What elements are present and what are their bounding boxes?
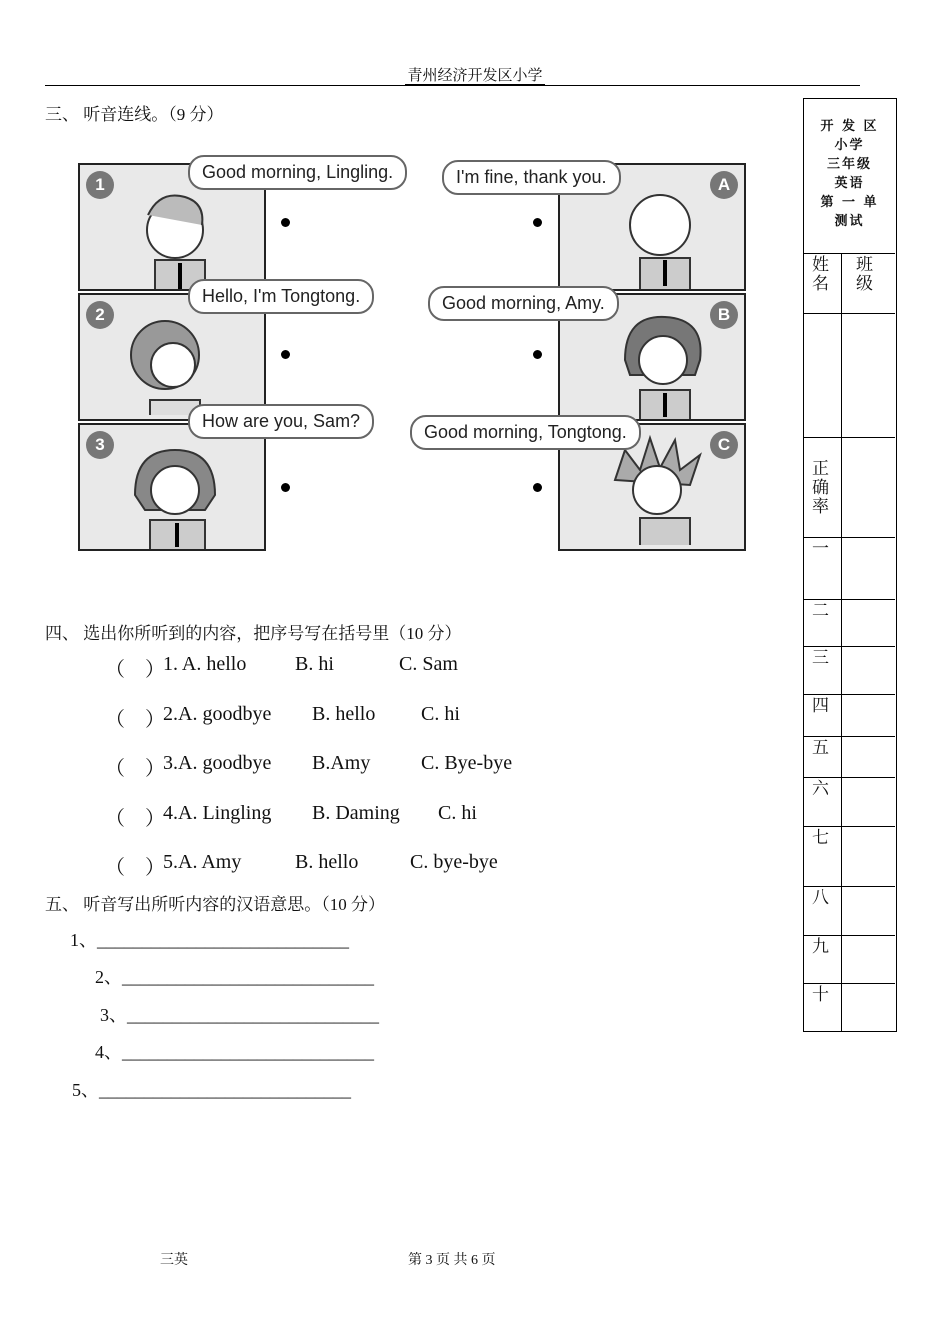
- option-a: 1. A. hello: [163, 653, 247, 675]
- side-title-line: 开 发 区: [820, 119, 879, 134]
- option-c: C. Sam: [399, 653, 458, 675]
- option-c: C. bye-bye: [410, 851, 498, 873]
- bald-boy-icon: [600, 180, 720, 290]
- row-label-4: 四: [812, 696, 829, 715]
- answer-line-2[interactable]: 2、____________________________: [95, 967, 374, 987]
- answer-paren[interactable]: （ ）: [105, 808, 165, 830]
- panel-letter: A: [710, 171, 738, 199]
- row-label-8: 八: [812, 888, 829, 907]
- speech-bubble-1: Good morning, Lingling.: [188, 155, 407, 190]
- table-rule: [804, 694, 895, 695]
- girl-icon: [130, 185, 250, 291]
- table-rule: [804, 983, 895, 984]
- table-rule: [804, 777, 895, 778]
- side-title-line: 第 一 单: [820, 195, 879, 210]
- answer-line-1[interactable]: 1、____________________________: [70, 930, 349, 950]
- table-rule: [804, 736, 895, 737]
- side-table-title: [804, 99, 895, 253]
- panel-letter: C: [710, 431, 738, 459]
- class-label: 班级: [856, 255, 873, 293]
- accuracy-label: 正确率: [812, 459, 829, 516]
- option-a: 3.A. goodbye: [163, 752, 272, 774]
- row-label-10: 十: [812, 985, 829, 1004]
- match-dot-left-2[interactable]: [281, 350, 290, 359]
- match-dot-right-c[interactable]: [533, 483, 542, 492]
- answer-paren[interactable]: （ ）: [105, 709, 165, 731]
- table-rule: [804, 253, 895, 254]
- panel-letter: B: [710, 301, 738, 329]
- option-row-5: [105, 851, 565, 877]
- header-rule: [45, 85, 860, 86]
- panel-number: 3: [86, 431, 114, 459]
- left-divider: [264, 163, 266, 551]
- table-rule: [804, 437, 895, 438]
- footer-subject: 三英: [160, 1253, 188, 1268]
- table-rule: [804, 599, 895, 600]
- curly-hair-girl-icon: [115, 305, 235, 415]
- option-b: B. hi: [295, 653, 334, 675]
- panel-number: 1: [86, 171, 114, 199]
- speech-bubble-3: How are you, Sam?: [188, 404, 374, 439]
- option-b: B. hello: [312, 703, 376, 725]
- side-title-line: 英语: [834, 176, 865, 191]
- option-b: B. Daming: [312, 802, 400, 824]
- answer-line-3[interactable]: 3、____________________________: [100, 1005, 379, 1025]
- option-row-1: [105, 653, 565, 679]
- side-title-line: 测试: [834, 214, 865, 229]
- option-row-4: [105, 802, 565, 828]
- option-c: C. hi: [438, 802, 477, 824]
- option-a: 4.A. Lingling: [163, 802, 272, 824]
- girl-bob-hair-icon: [120, 435, 240, 550]
- table-rule: [804, 886, 895, 887]
- table-rule: [804, 537, 895, 538]
- right-divider: [558, 163, 560, 551]
- table-rule: [804, 935, 895, 936]
- row-label-6: 六: [812, 779, 829, 798]
- side-title-line: 三年级: [826, 157, 872, 172]
- answer-paren[interactable]: （ ）: [105, 857, 165, 879]
- score-side-table: [803, 98, 897, 1032]
- left-panel-3: [78, 423, 266, 551]
- row-label-3: 三: [812, 648, 829, 667]
- speech-bubble-a: I'm fine, thank you.: [442, 160, 621, 195]
- option-row-2: [105, 703, 565, 729]
- speech-bubble-b: Good morning, Amy.: [428, 286, 619, 321]
- side-title-line: 小学: [834, 138, 865, 153]
- row-label-1: 一: [812, 539, 829, 558]
- table-rule: [804, 826, 895, 827]
- option-row-3: [105, 752, 565, 778]
- section4-title: 四、 选出你所听到的内容，把序号写在括号里（10 分）: [45, 624, 462, 643]
- option-c: C. hi: [421, 703, 460, 725]
- table-rule: [804, 646, 895, 647]
- match-dot-right-a[interactable]: [533, 218, 542, 227]
- speech-bubble-c: Good morning, Tongtong.: [410, 415, 641, 450]
- option-a: 5.A. Amy: [163, 851, 242, 873]
- row-label-5: 五: [812, 738, 829, 757]
- school-name: 青州经济开发区小学: [407, 68, 543, 84]
- option-b: B.Amy: [312, 752, 371, 774]
- row-label-2: 二: [812, 601, 829, 620]
- section5-title: 五、 听音写出所听内容的汉语意思。（10 分）: [45, 895, 385, 914]
- match-dot-right-b[interactable]: [533, 350, 542, 359]
- row-label-9: 九: [812, 937, 829, 956]
- boy-icon: [605, 305, 725, 420]
- row-label-7: 七: [812, 828, 829, 847]
- section3-title: 三、 听音连线。（9 分）: [45, 105, 224, 124]
- answer-paren[interactable]: （ ）: [105, 758, 165, 780]
- panel-number: 2: [86, 301, 114, 329]
- answer-line-5[interactable]: 5、____________________________: [72, 1080, 351, 1100]
- option-a: 2.A. goodbye: [163, 703, 272, 725]
- answer-paren[interactable]: （ ）: [105, 659, 165, 681]
- option-b: B. hello: [295, 851, 359, 873]
- match-dot-left-3[interactable]: [281, 483, 290, 492]
- matching-figure: [70, 145, 760, 557]
- match-dot-left-1[interactable]: [281, 218, 290, 227]
- page-header: [0, 64, 950, 85]
- name-label: 姓名: [812, 255, 829, 293]
- option-c: C. Bye-bye: [421, 752, 513, 774]
- footer-page-number: 第 3 页 共 6 页: [408, 1253, 496, 1268]
- name-field[interactable]: [842, 314, 894, 436]
- speech-bubble-2: Hello, I'm Tongtong.: [188, 279, 374, 314]
- answer-line-4[interactable]: 4、____________________________: [95, 1042, 374, 1062]
